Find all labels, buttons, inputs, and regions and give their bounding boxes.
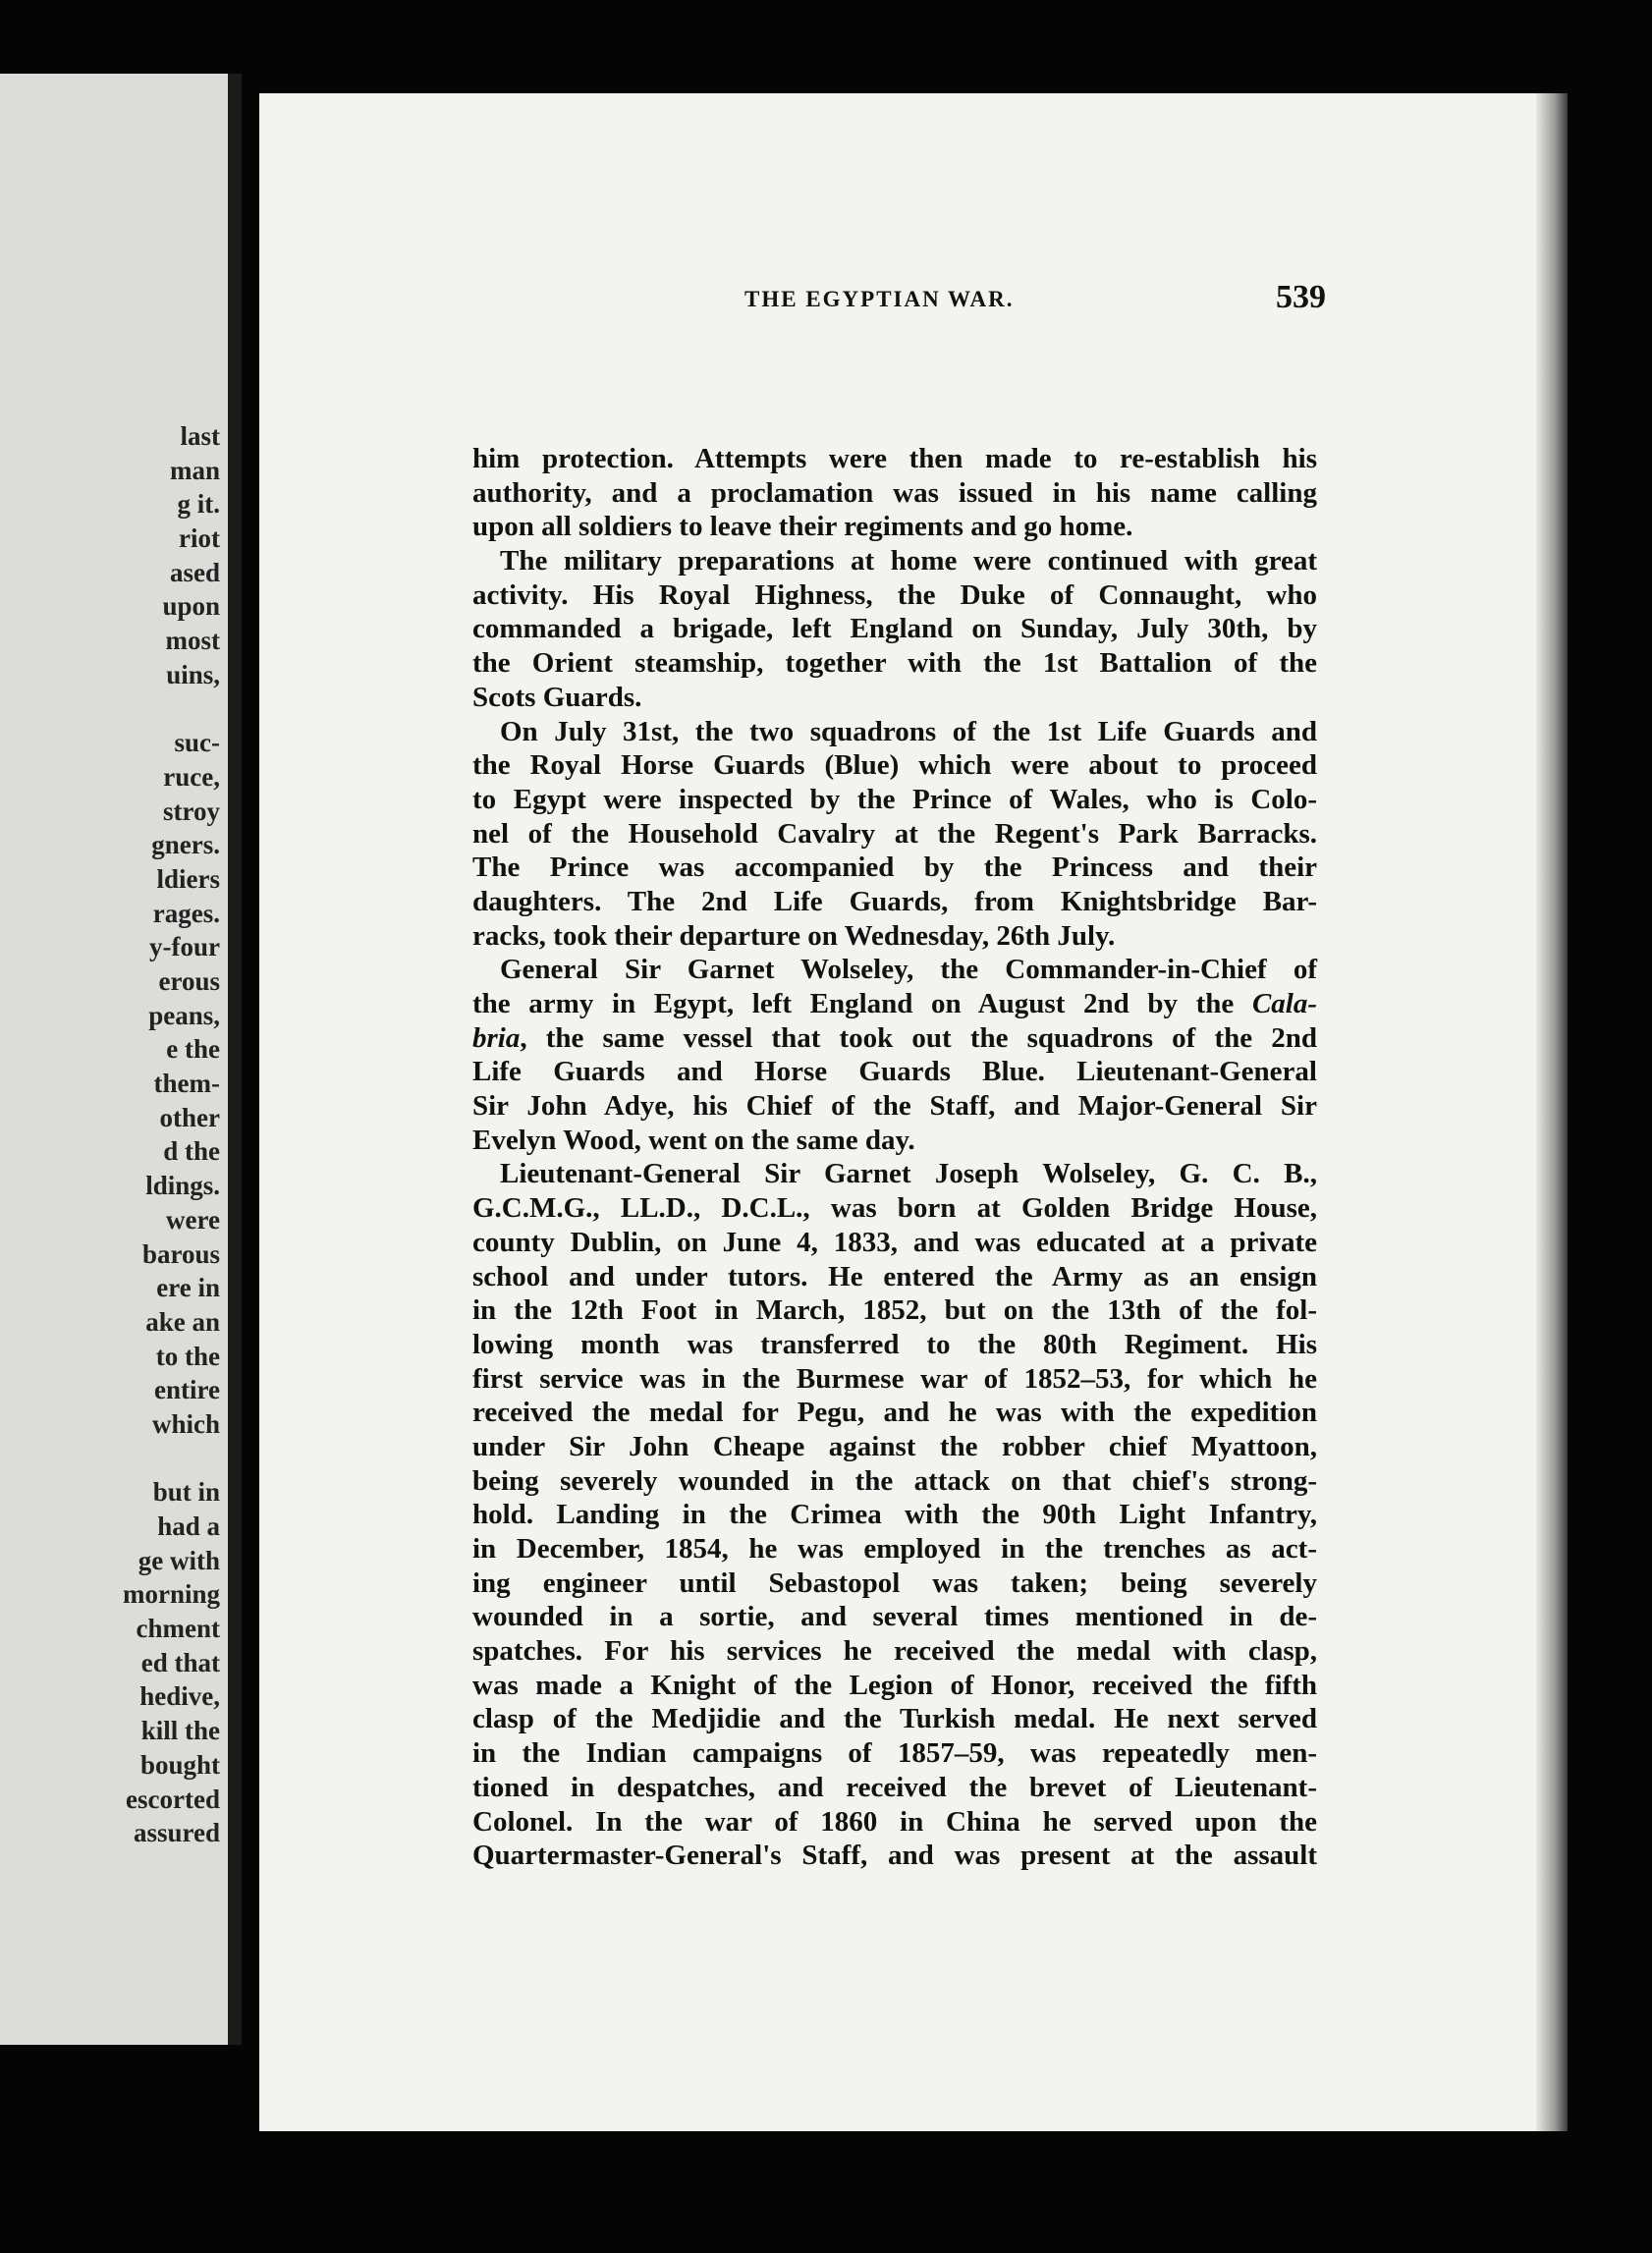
text-line: spatches. For his services he received the medal with clasp, [472,1635,1317,1668]
facing-page-line [0,692,220,727]
facing-page-line: assured [133,1818,220,1848]
facing-page-line: kill the [140,1716,220,1746]
facing-page-line: morning [122,1579,220,1610]
facing-page-line: ake an [145,1306,220,1337]
facing-page-line: ge with [138,1545,220,1575]
facing-page-line: upon [162,591,220,622]
facing-page-line: were [166,1204,220,1235]
book-gutter [228,74,242,2045]
text-line: tioned in despatches, and received the brevet of Lieutenant- [472,1771,1317,1803]
facing-page-line: rages. [152,898,220,928]
facing-page-fragment [0,74,242,2045]
facing-page-line: most [165,626,220,656]
text-line: ing engineer until Sebastopol was taken; being severely [472,1566,1317,1599]
text-line: under Sir John Cheape against the robber chief Myattoon, [472,1430,1317,1462]
text-line: racks, took their departure on Wednesday, 26th July. [472,919,1116,952]
facing-page-line: stroy [163,796,220,826]
text-line: in the 12th Foot in March, 1852, but on the 13th of the fol- [472,1294,1317,1327]
facing-page-line: but in [152,1477,220,1508]
facing-page-line: ruce, [163,761,220,792]
facing-page-line: escorted [126,1784,220,1814]
text-line: On July 31st, the two squadrons of the 1st Life Guards and [500,715,1317,747]
facing-page-line: riot [179,523,220,554]
text-line: Colonel. In the war of 1860 in China he served upon the [472,1805,1317,1838]
facing-page-line: other [159,1102,220,1132]
facing-page-line: man [169,455,220,485]
text-line: county Dublin, on June 4, 1833, and was educated at a private [472,1226,1317,1258]
text-line: General Sir Garnet Wolseley, the Commander-in-Chief of [500,954,1317,986]
text-line: Scots Guards. [472,681,642,713]
text-line: Quartermaster-General's Staff, and was present at the assault [472,1840,1317,1872]
text-line: bria, the same vessel that took out the squadrons of the 2nd [472,1021,1317,1054]
text-line: in the Indian campaigns of 1857–59, was repeatedly men- [472,1737,1317,1770]
facing-page-line: last [180,421,220,451]
text-line: The Prince was accompanied by the Princess and their [472,852,1317,884]
facing-page-line: erous [158,966,220,996]
facing-page-line: ldiers [156,863,220,894]
text-line: in December, 1854, he was employed in the trenches as act- [472,1533,1317,1565]
text-line: commanded a brigade, left England on Sunday, July 30th, by [472,613,1317,645]
page-edge-shadow [1536,93,1568,2131]
facing-page-text [0,419,220,1850]
facing-page-line: ed that [140,1647,220,1677]
text-line: The military preparations at home were continued with great [500,545,1317,577]
facing-page-line: hedive, [139,1681,220,1712]
body-text [472,442,1317,1873]
text-line: the Royal Horse Guards (Blue) which were about to proceed [472,749,1317,782]
facing-page-line: y-four [149,932,220,962]
facing-page-line: ere in [156,1273,220,1303]
facing-page-line: d the [163,1136,220,1167]
text-line: upon all soldiers to leave their regiments and go home. [472,511,1133,543]
facing-page-line: bought [139,1749,220,1780]
text-line: nel of the Household Cavalry at the Regent's Park Barracks. [472,817,1317,850]
text-line: received the medal for Pegu, and he was with the expedition [472,1397,1317,1429]
text-line: Lieutenant-General Sir Garnet Joseph Wolseley, G. C. B., [500,1158,1317,1190]
facing-page-line: entire [154,1375,220,1405]
facing-page-line: ldings. [145,1171,220,1201]
facing-page-line [0,1442,220,1476]
text-line: wounded in a sortie, and several times mentioned in de- [472,1601,1317,1633]
facing-page-line: g it. [177,489,220,520]
facing-page-line: uins, [166,659,220,689]
text-line: daughters. The 2nd Life Guards, from Knightsbridge Bar- [472,885,1317,917]
page-number: 539 [1276,279,1326,315]
text-line: was made a Knight of the Legion of Honor, received the fifth [472,1669,1317,1701]
facing-page-line: peans, [148,1000,220,1030]
text-line: him protection. Attempts were then made to re-establish his [472,443,1317,474]
facing-page-line: barous [141,1238,220,1269]
text-line: lowing month was transferred to the 80th Regiment. His [472,1328,1317,1360]
text-line: being severely wounded in the attack on that chief's strong- [472,1464,1317,1497]
running-title: THE EGYPTIAN WAR. [744,287,1015,311]
text-line: activity. His Royal Highness, the Duke of Connaught, who [472,578,1317,611]
facing-page-line: gners. [151,830,220,860]
text-line: authority, and a proclamation was issued in his name calling [472,476,1317,509]
text-line: first service was in the Burmese war of 1852–53, for which he [472,1362,1317,1395]
page-header [477,279,1381,322]
text-line: the army in Egypt, left England on August 2nd by the Cala- [472,988,1317,1019]
text-line: Sir John Adye, his Chief of the Staff, and Major-General Sir [472,1090,1317,1123]
text-line: the Orient steamship, together with the 1st Battalion of the [472,647,1317,680]
text-line: school and under tutors. He entered the Army as an ensign [472,1260,1317,1292]
text-line: to Egypt were inspected by the Prince of Wales, who is Colo- [472,783,1317,815]
text-line: Evelyn Wood, went on the same day. [472,1124,915,1156]
text-line: Life Guards and Horse Guards Blue. Lieutenant-General [472,1056,1317,1088]
facing-page-line: chment [136,1614,220,1644]
facing-page-line: ased [169,557,220,587]
facing-page-line: to the [155,1341,220,1371]
facing-page-line: suc- [174,728,220,758]
facing-page-line: them- [153,1069,220,1099]
text-line: G.C.M.G., LL.D., D.C.L., was born at Golden Bridge House, [472,1192,1317,1225]
facing-page-line: had a [157,1511,220,1541]
text-line: clasp of the Medjidie and the Turkish medal. He next served [472,1703,1317,1735]
facing-page-line: which [151,1408,220,1439]
text-line: hold. Landing in the Crimea with the 90th Light Infantry, [472,1499,1317,1531]
facing-page-line: e the [166,1034,220,1065]
